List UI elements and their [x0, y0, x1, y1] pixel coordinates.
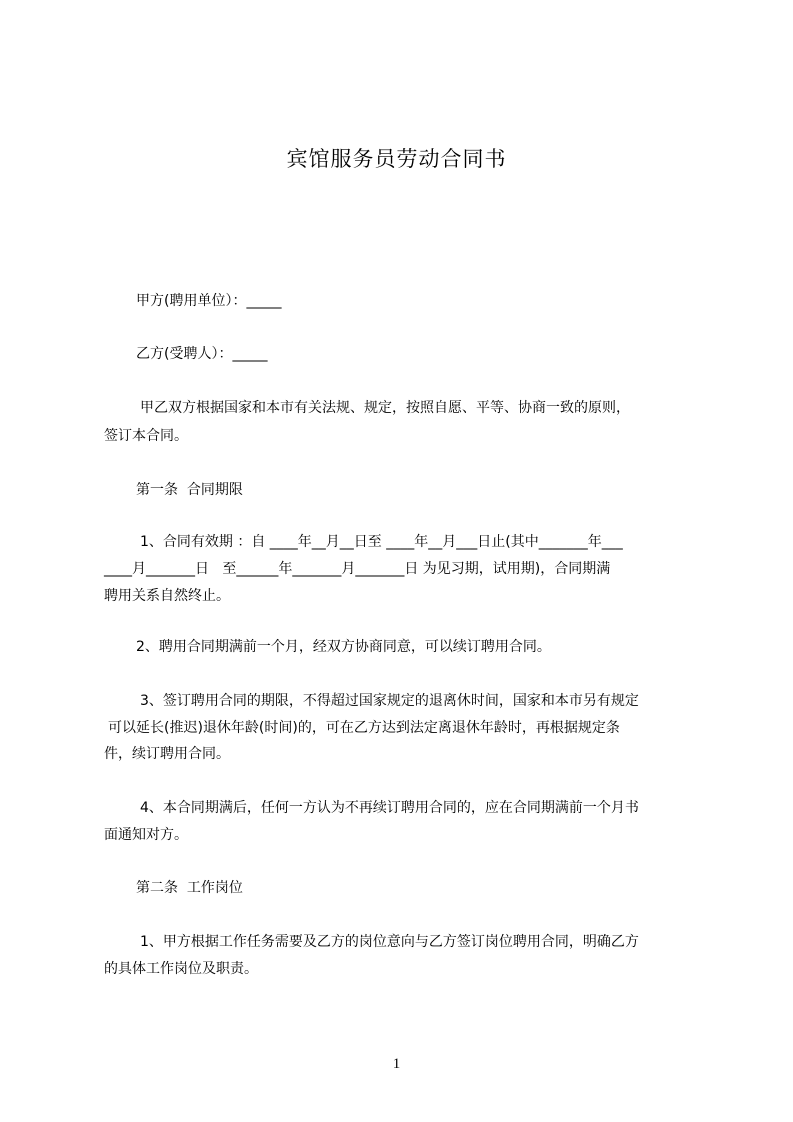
paragraph-line: 面通知对方。	[104, 827, 188, 843]
paragraph-line: 签订本合同。	[104, 428, 188, 444]
paragraph-line: ____月_______日 至______年_______月_______日 为见习期，试用期)，合同期满	[104, 561, 611, 577]
paragraph-line: 的具体工作岗位及职责。	[104, 961, 258, 977]
paragraph-line: 1、甲方根据工作任务需要及乙方的岗位意向与乙方签订岗位聘用合同，明确乙方	[140, 934, 639, 950]
paragraph-line: 可以延长(推迟)退休年龄(时间)的，可在乙方达到法定离退休年龄时，再根据规定条	[108, 720, 620, 736]
document-title: 宾馆服务员劳动合同书	[286, 147, 507, 171]
paragraph-line: 件，续订聘用合同。	[104, 746, 230, 762]
party-a-line: 甲方(聘用单位）：_____	[136, 293, 282, 309]
article-heading: 第二条 工作岗位	[136, 880, 243, 896]
article-heading: 第一条 合同期限	[136, 482, 243, 498]
paragraph-line: 甲乙双方根据国家和本市有关法规、规定，按照自愿、平等、协商一致的原则，	[140, 400, 630, 416]
paragraph-line: 2、聘用合同期满前一个月，经双方协商同意，可以续订聘用合同。	[136, 639, 551, 655]
paragraph-line: 3、签订聘用合同的期限，不得超过国家规定的退离休时间，国家和本市另有规定	[140, 693, 639, 709]
paragraph-line: 聘用关系自然终止。	[104, 588, 230, 604]
paragraph-line: 1、合同有效期 ：自 ____年__月__日至 ____年__月___日止(其中_______年___	[140, 534, 623, 550]
party-b-line: 乙方(受聘人）：_____	[136, 346, 268, 362]
paragraph-line: 4、本合同期满后，任何一方认为不再续订聘用合同的，应在合同期满前一个月书	[140, 800, 639, 816]
page-number: 1	[392, 1056, 401, 1072]
